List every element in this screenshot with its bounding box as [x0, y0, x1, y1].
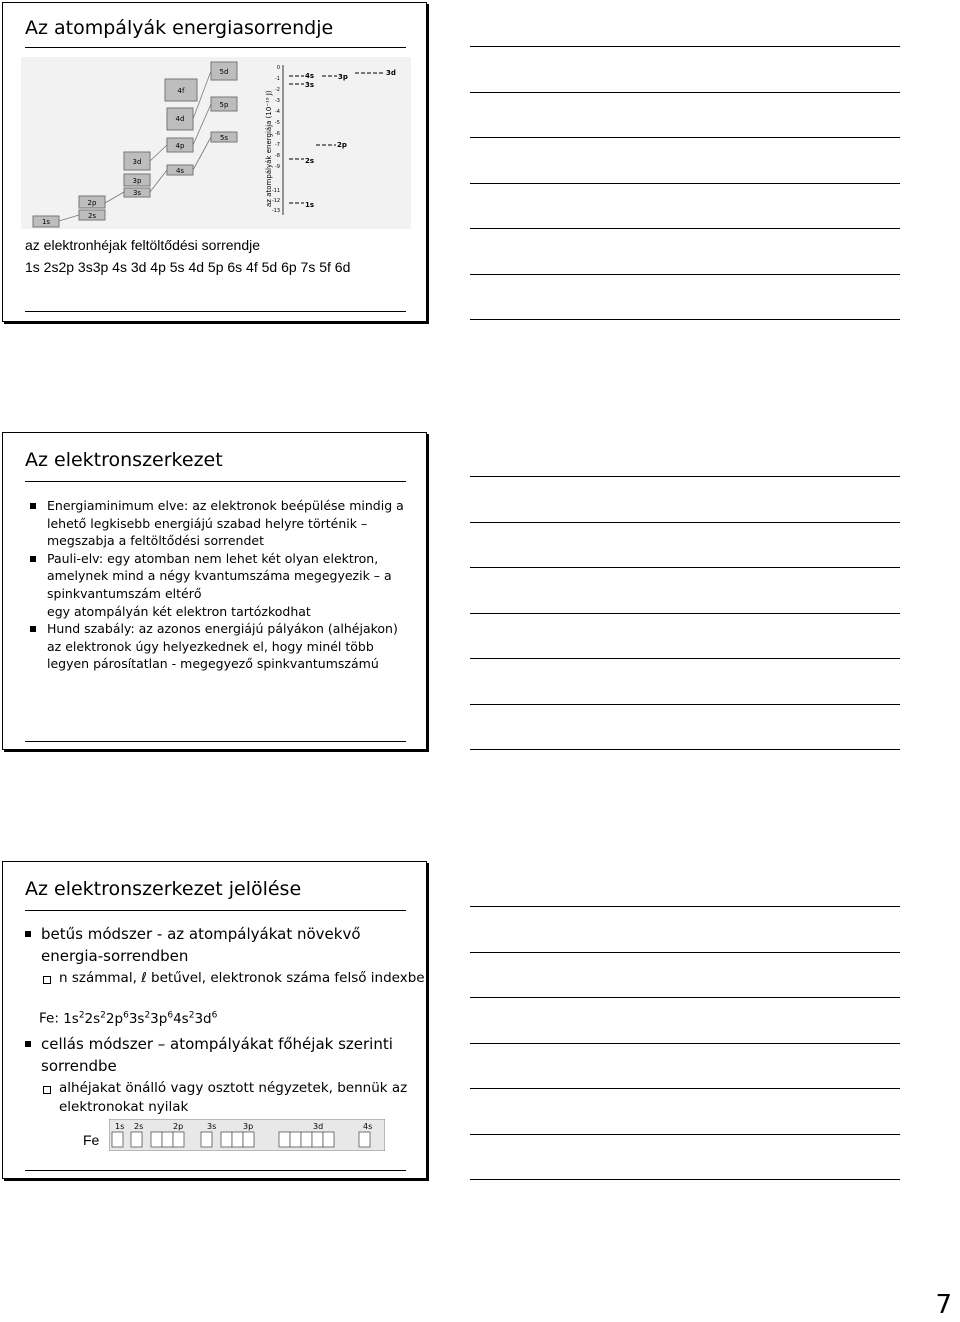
bottom-rule	[25, 741, 406, 742]
bullet-item: Hund szabály: az azonos energiájú pályákon (alhéjakon) az elektronok úgy helyezkednek el, hogy minél több legyen párosítatlan - megegyező spinkvantumszámú	[27, 620, 414, 673]
svg-text:2p: 2p	[173, 1122, 184, 1131]
box-1s	[33, 216, 59, 227]
note-line	[470, 658, 900, 659]
config-term: 1s	[63, 1010, 79, 1027]
fill-order-sequence: 1s 2s2p 3s3p 4s 3d 4p 5s 4d 5p 6s 4f 5d 6p 7s 5f 6d	[25, 259, 351, 275]
svg-text:-1: -1	[275, 76, 280, 82]
box-3s	[124, 188, 150, 197]
orbital-cell	[312, 1132, 323, 1147]
note-line	[470, 749, 900, 750]
note-line	[470, 952, 900, 953]
box-5d	[211, 62, 237, 80]
note-line	[470, 567, 900, 568]
config-term: 2p	[105, 1010, 124, 1027]
slide-2	[2, 432, 427, 750]
bullet-item: Pauli-elv: egy atomban nem lehet két olyan elektron, amelynek mind a négy kvantumszáma megegyezik – a spinkvantumszám eltérő	[27, 550, 414, 603]
box-4p	[167, 138, 193, 152]
svg-text:-7: -7	[275, 142, 280, 148]
svg-text:0: 0	[276, 65, 280, 71]
svg-text:4d: 4d	[175, 115, 185, 123]
slide-2-title: Az elektronszerkezet	[25, 449, 223, 471]
orbital-cell	[112, 1132, 123, 1147]
note-line	[470, 906, 900, 907]
svg-text:3p: 3p	[243, 1122, 254, 1131]
svg-text:-9: -9	[275, 164, 280, 170]
box-2p	[79, 196, 105, 208]
svg-text:2s: 2s	[305, 157, 315, 165]
box-4f	[165, 79, 197, 101]
config-term: 2s	[84, 1010, 101, 1027]
svg-text:4f: 4f	[177, 87, 185, 95]
config-superscript: 2	[188, 1010, 195, 1020]
svg-text:2s: 2s	[87, 212, 97, 220]
note-line	[470, 704, 900, 705]
box-3p	[124, 174, 150, 186]
config-superscript: 6	[167, 1010, 174, 1020]
svg-text:1s: 1s	[41, 218, 51, 226]
orbital-cells	[112, 1132, 370, 1147]
svg-text:-11: -11	[271, 188, 280, 194]
note-line	[470, 1043, 900, 1044]
config-superscript: 2	[78, 1010, 85, 1020]
svg-text:-2: -2	[275, 87, 280, 93]
svg-text:4s: 4s	[363, 1122, 373, 1131]
svg-text:5p: 5p	[219, 101, 229, 109]
orbital-cell	[221, 1132, 232, 1147]
slide-1-title: Az atompályák energiasorrendje	[25, 17, 334, 39]
page-number: 7	[935, 1290, 952, 1320]
svg-text:2p: 2p	[337, 141, 347, 149]
note-line	[470, 1088, 900, 1089]
svg-text:3d: 3d	[132, 158, 142, 166]
svg-text:5s: 5s	[219, 134, 229, 142]
config-term: 3s	[128, 1010, 145, 1027]
note-line	[470, 274, 900, 275]
box-5p	[211, 97, 237, 111]
note-line	[470, 522, 900, 523]
orbital-cell	[290, 1132, 301, 1147]
svg-text:-8: -8	[275, 153, 280, 159]
box-5s	[211, 132, 237, 142]
bullet-betus: betűs módszer - az atompályákat növekvő energia-sorrendben	[25, 923, 401, 967]
config-term: 3d	[194, 1010, 212, 1027]
sub-bullet-betus: n számmal, ℓ betűvel, elektronok száma felső indexbe	[43, 969, 439, 988]
box-3d	[124, 152, 150, 170]
note-line	[470, 476, 900, 477]
note-line	[470, 46, 900, 47]
note-line	[470, 137, 900, 138]
orbital-cell	[162, 1132, 173, 1147]
orbital-cell	[151, 1132, 162, 1147]
note-line	[470, 1134, 900, 1135]
svg-text:-4: -4	[275, 109, 280, 115]
note-line	[470, 319, 900, 320]
bottom-rule	[25, 311, 406, 312]
orbital-cell	[173, 1132, 184, 1147]
plain-line: egy atompályán két elektron tartózkodhat	[47, 603, 311, 619]
bullet-list	[27, 497, 414, 673]
svg-text:3p: 3p	[338, 73, 348, 81]
svg-text:1s: 1s	[305, 201, 315, 209]
orbital-cell	[279, 1132, 290, 1147]
slide-3	[2, 861, 427, 1179]
svg-text:5d: 5d	[219, 68, 229, 76]
note-line	[470, 92, 900, 93]
orbital-cell	[232, 1132, 243, 1147]
svg-text:3s: 3s	[132, 189, 142, 197]
config-superscript: 2	[100, 1010, 106, 1020]
fe-config-terms	[63, 1011, 217, 1027]
svg-text:2p: 2p	[87, 199, 97, 207]
svg-text:1s: 1s	[115, 1122, 125, 1131]
fe-cell-label: Fe	[83, 1132, 100, 1148]
config-superscript: 2	[144, 1010, 151, 1020]
svg-text:4s: 4s	[305, 72, 315, 80]
note-line	[470, 1179, 900, 1180]
orbital-cell	[131, 1132, 142, 1147]
title-rule	[25, 481, 406, 482]
box-2s	[79, 210, 105, 220]
slide-3-title: Az elektronszerkezet jelölése	[25, 878, 302, 900]
orbital-cell	[201, 1132, 212, 1147]
orbital-cell	[359, 1132, 370, 1147]
orbital-cell	[243, 1132, 254, 1147]
svg-text:3s: 3s	[305, 81, 315, 89]
sub-bullet-cellas: alhéjakat önálló vagy osztott négyzetek, bennük az elektronokat nyilak	[43, 1079, 444, 1117]
box-4s	[167, 165, 193, 175]
config-term: 4s	[173, 1010, 189, 1027]
svg-text:-6: -6	[275, 131, 280, 137]
svg-text:-12: -12	[271, 198, 280, 204]
cell-diagram	[109, 1119, 385, 1151]
config-superscript: 6	[211, 1010, 218, 1020]
orbital-cell	[323, 1132, 334, 1147]
note-line	[470, 183, 900, 184]
svg-text:3d: 3d	[313, 1122, 324, 1131]
energy-diagram	[21, 57, 411, 229]
svg-text:-3: -3	[275, 98, 280, 104]
svg-text:3s: 3s	[207, 1122, 217, 1131]
bottom-rule	[25, 1170, 406, 1171]
bullet-item: Energiaminimum elve: az elektronok beépülése mindig a lehető legkisebb energiájú szabad helyre történik – megszabja a feltöltődési sorrendet	[27, 497, 414, 550]
title-rule	[25, 910, 406, 911]
slide-1	[2, 2, 427, 322]
note-line	[470, 613, 900, 614]
svg-text:3p: 3p	[132, 177, 142, 185]
bullet-cellas: cellás módszer – atompályákat főhéjak szerinti sorrendbe	[25, 1033, 421, 1077]
fe-configuration: Fe: $1s^22s^22p^63s^23p^64s^23d^6$	[39, 1010, 218, 1027]
box-4d	[167, 108, 193, 130]
svg-text:4p: 4p	[175, 142, 185, 150]
axis-label: az atompályák energiája (10⁻¹⁹ J)	[265, 90, 273, 207]
svg-text:-5: -5	[275, 120, 280, 126]
orbital-cell	[301, 1132, 312, 1147]
svg-text:3d: 3d	[386, 69, 396, 77]
svg-text:4s: 4s	[175, 167, 185, 175]
note-line	[470, 997, 900, 998]
fill-order-caption: az elektronhéjak feltöltődési sorrendje	[25, 237, 261, 253]
title-rule	[25, 47, 406, 48]
config-term: 3p	[150, 1010, 168, 1027]
config-superscript: 6	[123, 1010, 129, 1020]
svg-text:2s: 2s	[134, 1122, 144, 1131]
svg-text:-13: -13	[271, 208, 280, 214]
note-line	[470, 228, 900, 229]
